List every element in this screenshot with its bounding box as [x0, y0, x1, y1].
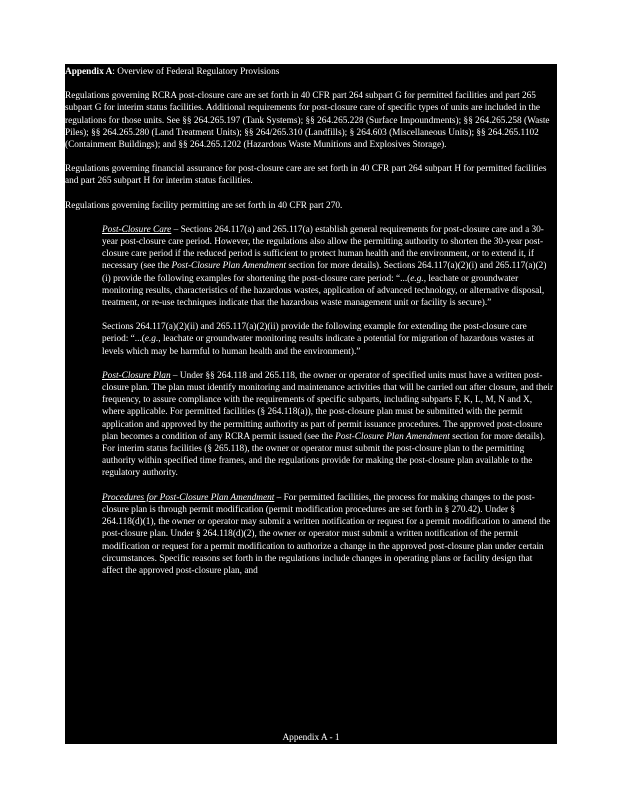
post-closure-care-ref: Post-Closure Plan Amendment	[171, 261, 287, 272]
paragraph-financial-assurance: Regulations governing financial assurance for post-closure care are set forth in 40 CFR part 264 subpart H for permitted facilities and part 265 subpart H for interim status facilities.	[65, 164, 547, 187]
appendix-title	[65, 66, 557, 78]
procedures-text: – For permitted facilities, the process for making changes to the post-closure plan is through permit modification (permit modification procedures are set forth in § 270.42). Under § 264.118(d)(1), the owner or operator may submit a written notification or request for a permit modification to amend the post-closure plan. Under § 264.118(d)(2), the owner or operator must submit a written notification of the permit modification or request for a permit modification to authorize a change in the approved post-closure plan under certain circumstances. Specific reasons set forth in the regulations include changes in operating plans or facility design that affect the approved post-closure plan, and	[102, 492, 551, 576]
heading-post-closure-care: Post-Closure Care	[102, 224, 172, 235]
heading-procedures: Procedures for Post-Closure Plan Amendment	[102, 492, 275, 503]
post-closure-care-text-b: section for more details). Sections 264.117(a)(2)(i) and 265.117(a)(2)(i) provide the following examples for shortening the post-closure care period: “...(	[102, 261, 547, 284]
paragraph-post-closure-regs: Regulations governing RCRA post-closure care are set forth in 40 CFR part 264 subpart G for permitted facilities and part 265 subpart G for interim status facilities. Additional requirements for post-closure care of specific types of units are included in the regulations for those units. See §§ 264.265.197 (Tank Systems); §§ 264.265.228 (Surface Impoundments); §§ 264.265.258 (Waste Piles); §§ 264.265.280 (Land Treatment Units); §§ 264/265.310 (Landfills); § 264.603 (Miscellaneous Units); §§ 264.265.1102 (Containment Buildings); and §§ 264.265.1202 (Hazardous Waste Munitions and Explosives Storage).	[65, 91, 550, 151]
post-closure-care-eg: e.g.	[410, 273, 424, 284]
extension-text-a: Sections 264.117(a)(2)(ii) and 265.117(a)(2)(ii) provide the following example for extending the post-closure care period: “...(	[102, 322, 527, 345]
extension-eg: e.g.	[144, 334, 159, 345]
post-closure-plan-text-a: – Under §§ 264.118 and 265.118, the owner or operator of specified units must have a written post-closure plan. The plan must identify monitoring and maintenance activities that will be carried out after closure, and their frequency, to assure compliance with the requirements of specific subparts, including subparts F, K, L, M, N and X, where applicable. For permitted facilities (§ 264.118(a)), the post-closure plan must be submitted with the permit application and approved by the permitting authority as part of permit issuance procedures. The approved post-closure plan becomes a condition of any RCRA permit issued (see the	[102, 370, 554, 442]
extension-text-b: , leachate or groundwater monitoring results indicate a potential for migration of hazardous wastes at levels which may be harmful to human health and the environment).”	[102, 334, 534, 357]
page-footer: Appendix A - 1	[282, 733, 340, 743]
post-closure-plan-text-b: section for more details). For interim status facilities (§ 265.118), the owner or operator must submit the post-closure plan to the permitting authority within specified time frames, and the regulations provide for making the post-closure plan available to the regulatory authority.	[102, 431, 546, 479]
heading-post-closure-plan: Post-Closure Plan	[102, 370, 171, 381]
post-closure-care-text-c: , leachate or groundwater monitoring results, characteristics of the hazardous wastes, application of advanced technology, or alternative disposal, treatment, or re-use techniques indicate that the hazardous waste management unit or facility is secure).”	[102, 273, 545, 309]
post-closure-care-text-a: – Sections 264.117(a) and 265.117(a) establish general requirements for post-closure care and a 30-year post-closure care period. However, the regulations also allow the permitting authority to shorten the 30-year post-closure care period if the reduced period is sufficient to protect human health and the environment, or to extend it, if necessary (see the	[102, 224, 544, 272]
section-post-closure-care	[65, 224, 557, 309]
section-procedures	[65, 492, 557, 577]
post-closure-plan-ref: Post-Closure Plan Amendment	[335, 431, 450, 442]
section-extension	[65, 321, 557, 358]
section-post-closure-plan	[65, 370, 557, 480]
appendix-title-rest: : Overview of Federal Regulatory Provisions	[112, 67, 280, 77]
appendix-title-bold: Appendix A	[65, 67, 113, 77]
paragraph-facility-permitting: Regulations governing facility permitting are set forth in 40 CFR part 270.	[65, 200, 343, 211]
document-page	[65, 64, 557, 744]
